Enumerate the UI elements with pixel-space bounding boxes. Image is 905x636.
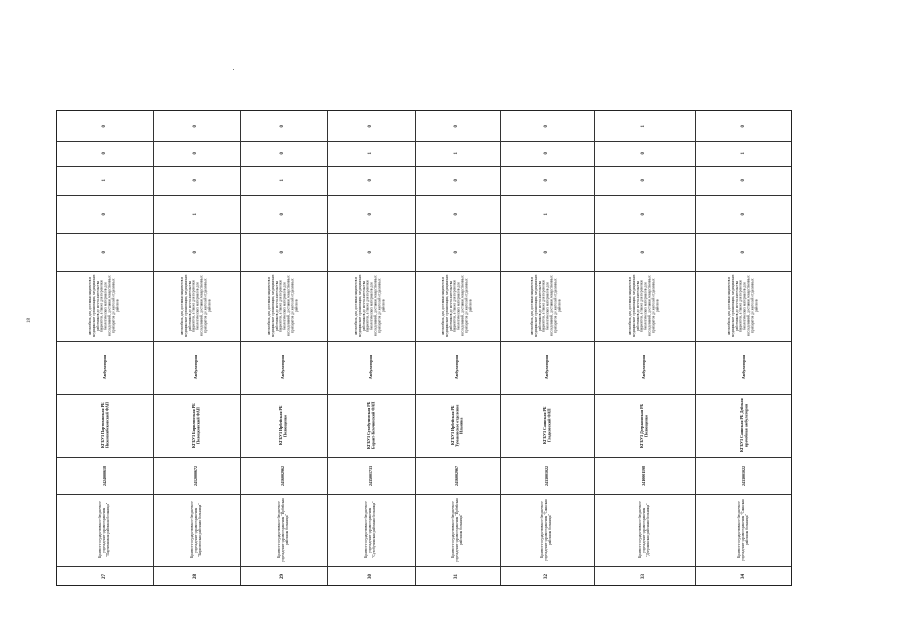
- count-value: 0: [641, 250, 647, 254]
- count-cell: [153, 141, 240, 166]
- unit-name: КГБУЗ Ирбейская РБ Тумаковское отделение Ильинка: [450, 404, 464, 447]
- facility-type: Амбулатория: [280, 355, 286, 380]
- count-value: 0: [543, 124, 549, 128]
- row-divider: [57, 394, 791, 395]
- unit-cell: [240, 394, 327, 457]
- count-cell: [327, 233, 415, 271]
- count-value: 0: [543, 250, 549, 254]
- type-cell: [57, 341, 153, 394]
- purpose-text: автомобиль для доставки пациентов в медицинские организации, медицинских работников до места жительства пациентов, а также для перевозки биологических материалов для исследований, доставки лекарственных препаратов до жителей отдаленных районов: [530, 274, 562, 338]
- facility-type: Амбулатория: [641, 355, 647, 380]
- count-value: 1: [367, 152, 373, 155]
- row-number: 29: [280, 574, 286, 579]
- count-value: 0: [454, 250, 460, 254]
- count-cell: [415, 111, 500, 141]
- count-cell: [240, 166, 327, 195]
- purpose-cell: [153, 271, 240, 341]
- type-cell: [153, 341, 240, 394]
- purpose-text: автомобиль для доставки пациентов в медицинские организации, медицинских работников до места жительства пациентов, а также для перевозки биологических материалов для исследований, доставки лекарственных препаратов до жителей отдаленных районов: [627, 274, 660, 338]
- count-cell: [415, 195, 500, 233]
- scan-speck: [233, 69, 234, 70]
- organization-code: 2410001198: [641, 465, 647, 486]
- code-cell: [415, 457, 500, 494]
- purpose-cell: [327, 271, 415, 341]
- count-cell: [500, 195, 594, 233]
- count-cell: [327, 166, 415, 195]
- organization-code: 2416002962: [280, 465, 286, 486]
- count-value: 0: [740, 250, 746, 254]
- count-cell: [500, 141, 594, 166]
- code-cell: [500, 457, 594, 494]
- purpose-text: автомобиль для доставки пациентов в медицинские организации, медицинских работников до места жительства пациентов, а также для перевозки биологических материалов для исследований, доставки лекарственных препаратов до жителей отдаленных районов: [440, 274, 473, 338]
- count-cell: [57, 111, 153, 141]
- facility-type: Амбулатория: [193, 355, 199, 380]
- row-number: 32: [543, 574, 549, 579]
- vehicle-allocation-table: [56, 110, 792, 586]
- count-cell: [153, 166, 240, 195]
- count-value: 1: [101, 179, 107, 182]
- count-value: 0: [641, 179, 647, 182]
- organization-cell: [415, 494, 500, 566]
- count-value: 0: [454, 179, 460, 182]
- count-cell: [500, 166, 594, 195]
- organization-code: 2424000618: [101, 465, 107, 486]
- organization-code: 2435001733: [367, 465, 373, 486]
- unit-name: КГБУЗ Саянская РБ Гладковский ФАП: [541, 406, 551, 445]
- organization-cell: [57, 494, 153, 566]
- organization-cell: [153, 494, 240, 566]
- row-number-cell: [240, 566, 327, 587]
- count-cell: [594, 111, 695, 141]
- purpose-text: автомобиль для доставки пациентов в медицинские организации, медицинских работников до места жительства пациентов, а также для перевозки биологических материалов для исследований, доставки лекарственных препаратов до жителей отдаленных районов: [88, 274, 120, 338]
- count-value: 0: [193, 152, 199, 155]
- organization-name: Краевое государственное бюджетное учреждение здравоохранения "Партизанская районная больница": [98, 501, 110, 559]
- count-cell: [594, 233, 695, 271]
- row-number-cell: [327, 566, 415, 587]
- unit-name: КГБУЗ Дзержинская РБ Полющенко: [639, 403, 649, 448]
- code-cell: [695, 457, 793, 494]
- count-value: 1: [280, 179, 286, 182]
- organization-name: Краевое государственное бюджетное учреждение здравоохранения "Сухобузимская районная больница": [364, 501, 376, 559]
- type-cell: [695, 341, 793, 394]
- count-cell: [695, 166, 793, 195]
- unit-name: КГБУЗ Бирилюсская РБ Полоцковский ФАП: [191, 403, 201, 448]
- page-number: 18: [27, 318, 32, 323]
- count-value: 0: [543, 152, 549, 155]
- count-cell: [695, 233, 793, 271]
- count-cell: [240, 111, 327, 141]
- organization-name: Краевое государственное бюджетное учреждение здравоохранения "Саянская районная больница": [737, 499, 749, 561]
- count-value: 0: [280, 124, 286, 128]
- count-value: 0: [740, 124, 746, 128]
- count-cell: [500, 233, 594, 271]
- count-value: 0: [367, 179, 373, 182]
- count-value: 1: [193, 212, 199, 216]
- count-value: 0: [101, 152, 107, 155]
- count-value: 0: [367, 124, 373, 128]
- count-cell: [415, 233, 500, 271]
- unit-cell: [594, 394, 695, 457]
- type-cell: [240, 341, 327, 394]
- organization-code: 2412000672: [193, 465, 199, 486]
- row-number-cell: [594, 566, 695, 587]
- row-number: 30: [367, 574, 373, 579]
- organization-name: Краевое государственное бюджетное учреждение здравоохранения "Бирилюсская районная больница": [189, 501, 202, 559]
- count-value: 0: [641, 152, 647, 155]
- count-cell: [57, 195, 153, 233]
- type-cell: [327, 341, 415, 394]
- row-number: 34: [740, 574, 746, 579]
- count-cell: [240, 141, 327, 166]
- count-cell: [695, 141, 793, 166]
- count-value: 0: [367, 250, 373, 254]
- count-cell: [594, 141, 695, 166]
- organization-cell: [500, 494, 594, 566]
- count-cell: [57, 141, 153, 166]
- row-number-cell: [695, 566, 793, 587]
- unit-name: КГБУЗ Сухобузимская РБ Бараит-Кемчинский ФАП: [365, 401, 375, 450]
- count-value: 0: [101, 212, 107, 216]
- count-value: 1: [740, 152, 746, 155]
- count-value: 0: [641, 212, 647, 216]
- code-cell: [57, 457, 153, 494]
- count-cell: [415, 141, 500, 166]
- count-cell: [695, 195, 793, 233]
- count-value: 1: [543, 212, 549, 216]
- purpose-cell: [57, 271, 153, 341]
- unit-cell: [327, 394, 415, 457]
- count-cell: [240, 195, 327, 233]
- row-number-cell: [57, 566, 153, 587]
- count-cell: [327, 195, 415, 233]
- count-value: 0: [543, 179, 549, 182]
- count-value: 0: [193, 250, 199, 254]
- facility-type: Амбулатория: [367, 355, 373, 380]
- unit-cell: [57, 394, 153, 457]
- count-value: 0: [367, 212, 373, 216]
- organization-code: 2416002967: [454, 465, 460, 486]
- row-number: 33: [641, 574, 647, 579]
- row-number: 31: [454, 574, 460, 579]
- count-value: 0: [454, 212, 460, 216]
- count-cell: [415, 166, 500, 195]
- organization-name: Краевое государственное бюджетное учреждение здравоохранения "Ирбейская районная больница": [450, 498, 463, 562]
- organization-cell: [327, 494, 415, 566]
- unit-name: КГБУЗ Саянская РБ Дейская врачебная амбулатория: [738, 398, 748, 453]
- count-cell: [594, 166, 695, 195]
- count-cell: [327, 111, 415, 141]
- unit-cell: [415, 394, 500, 457]
- count-cell: [153, 111, 240, 141]
- organization-code: 2433001022: [543, 465, 549, 486]
- row-number-cell: [153, 566, 240, 587]
- count-value: 0: [280, 152, 286, 155]
- purpose-cell: [500, 271, 594, 341]
- unit-cell: [153, 394, 240, 457]
- unit-name: КГБУЗ Партизанская РБ Нижнеинбековский ФАП: [99, 402, 109, 449]
- count-value: 0: [740, 212, 746, 216]
- row-number: 27: [101, 574, 107, 579]
- count-value: 0: [280, 212, 286, 216]
- count-value: 1: [454, 152, 460, 155]
- organization-code: 2433001022: [740, 465, 746, 486]
- count-cell: [695, 111, 793, 141]
- facility-type: Амбулатория: [101, 355, 107, 380]
- row-number: 28: [193, 574, 199, 579]
- code-cell: [153, 457, 240, 494]
- row-number-cell: [500, 566, 594, 587]
- purpose-cell: [240, 271, 327, 341]
- count-value: 0: [280, 250, 286, 254]
- code-cell: [327, 457, 415, 494]
- purpose-text: автомобиль для доставки пациентов в медицинские организации, медицинских работников до места жительства пациентов, а также для перевозки биологических материалов для исследований, доставки лекарственных препаратов до жителей отдаленных районов: [179, 274, 212, 338]
- unit-cell: [500, 394, 594, 457]
- count-cell: [57, 166, 153, 195]
- code-cell: [240, 457, 327, 494]
- count-value: 0: [101, 250, 107, 254]
- count-value: 0: [193, 124, 199, 128]
- count-value: 0: [101, 124, 107, 128]
- purpose-text: автомобиль для доставки пациентов в медицинские организации, медицинских работников до места жительства пациентов, а также для перевозки биологических материалов для исследований, доставки лекарственных препаратов до жителей отдаленных районов: [354, 274, 386, 338]
- purpose-cell: [415, 271, 500, 341]
- organization-name: Краевое государственное бюджетное учреждение здравоохранения "Саянская районная больница": [540, 499, 552, 561]
- count-cell: [57, 233, 153, 271]
- count-value: 0: [193, 179, 199, 182]
- count-cell: [153, 233, 240, 271]
- type-cell: [415, 341, 500, 394]
- unit-name: КГБУЗ Ирбейская РБ Полющенко: [278, 405, 288, 446]
- purpose-cell: [695, 271, 793, 341]
- purpose-cell: [594, 271, 695, 341]
- organization-name: Краевое государственное бюджетное учреждение здравоохранения "Ирбейская районная больница": [276, 498, 289, 562]
- count-cell: [240, 233, 327, 271]
- organization-cell: [695, 494, 793, 566]
- organization-name: Краевое государственное бюджетное учреждение здравоохранения "Дзержинская районная больница": [637, 501, 650, 559]
- count-value: 0: [740, 179, 746, 182]
- count-cell: [500, 111, 594, 141]
- purpose-text: автомобиль для доставки пациентов в медицинские организации, медицинских работников до места жительства пациентов, а также для перевозки биологических материалов для исследований, доставки лекарственных препаратов до жителей отдаленных районов: [727, 274, 759, 338]
- count-value: 0: [454, 124, 460, 128]
- facility-type: Амбулатория: [454, 355, 460, 380]
- unit-cell: [695, 394, 793, 457]
- type-cell: [500, 341, 594, 394]
- organization-cell: [594, 494, 695, 566]
- count-cell: [327, 141, 415, 166]
- count-cell: [153, 195, 240, 233]
- count-cell: [594, 195, 695, 233]
- count-value: 1: [641, 124, 647, 128]
- type-cell: [594, 341, 695, 394]
- purpose-text: автомобиль для доставки пациентов в медицинские организации, медицинских работников до места жительства пациентов, а также для перевозки биологических материалов для исследований, доставки лекарственных препаратов до жителей отдаленных районов: [266, 274, 299, 338]
- facility-type: Амбулатория: [543, 355, 549, 380]
- facility-type: Амбулатория: [740, 355, 746, 380]
- row-number-cell: [415, 566, 500, 587]
- organization-cell: [240, 494, 327, 566]
- code-cell: [594, 457, 695, 494]
